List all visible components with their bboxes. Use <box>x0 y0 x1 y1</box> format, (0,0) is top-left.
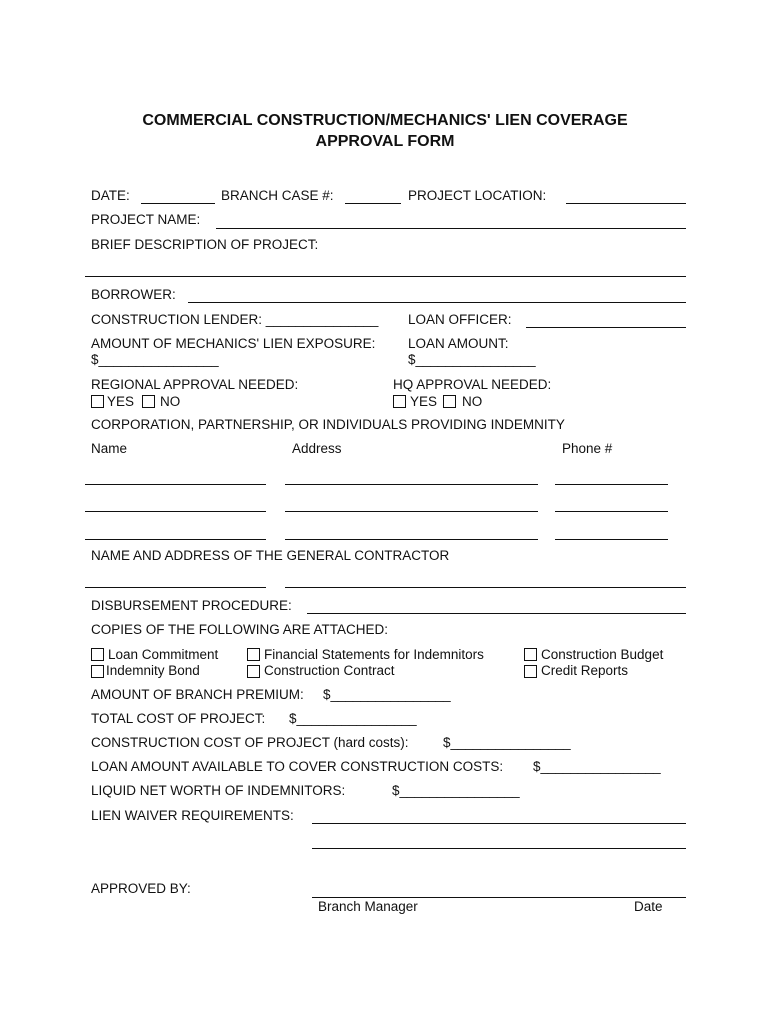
indemnitor-3-phone-field[interactable] <box>555 539 668 540</box>
brief-description-field[interactable] <box>85 276 686 277</box>
project-name-field[interactable] <box>216 228 686 229</box>
regional-yes-checkbox[interactable] <box>91 395 104 408</box>
construction-budget-label: Construction Budget <box>541 647 664 662</box>
disbursement-field[interactable] <box>307 613 686 614</box>
indemnitor-2-phone-field[interactable] <box>555 511 668 512</box>
date-label: DATE: <box>91 188 130 203</box>
construction-lender-field[interactable]: CONSTRUCTION LENDER: _______________ <box>91 312 379 327</box>
indemnity-col-address: Address <box>292 441 342 456</box>
indemnitor-3-address-field[interactable] <box>285 539 538 540</box>
general-contractor-label: NAME AND ADDRESS OF THE GENERAL CONTRACTOR <box>91 548 450 563</box>
hq-approval-label: HQ APPROVAL NEEDED: <box>393 377 552 392</box>
credit-reports-checkbox[interactable] <box>524 665 537 678</box>
loan-amount-field[interactable]: $________________ <box>408 352 536 367</box>
project-name-label: PROJECT NAME: <box>91 212 201 227</box>
loan-officer-field[interactable] <box>526 327 686 328</box>
loan-available-field[interactable]: $________________ <box>533 759 661 774</box>
regional-no-checkbox[interactable] <box>142 395 155 408</box>
indemnitor-1-name-field[interactable] <box>85 484 266 485</box>
loan-commitment-checkbox[interactable] <box>91 648 104 661</box>
net-worth-field[interactable]: $________________ <box>392 783 520 798</box>
project-location-label: PROJECT LOCATION: <box>408 188 547 203</box>
construction-contract-label: Construction Contract <box>264 663 395 678</box>
lien-exposure-label: AMOUNT OF MECHANICS' LIEN EXPOSURE: <box>91 336 376 351</box>
loan-commitment-label: Loan Commitment <box>108 647 219 662</box>
branch-case-field[interactable] <box>345 203 401 204</box>
construction-budget-checkbox[interactable] <box>524 648 537 661</box>
branch-premium-label: AMOUNT OF BRANCH PREMIUM: <box>91 687 304 702</box>
indemnity-bond-label: Indemnity Bond <box>106 663 200 678</box>
indemnity-bond-checkbox[interactable] <box>91 665 104 678</box>
lien-waiver-field-2[interactable] <box>312 848 686 849</box>
hq-no-label: NO <box>462 394 483 409</box>
approval-signature-field[interactable] <box>312 897 686 898</box>
project-location-field[interactable] <box>566 203 686 204</box>
borrower-field[interactable] <box>188 302 686 303</box>
brief-description-label: BRIEF DESCRIPTION OF PROJECT: <box>91 237 319 252</box>
financial-statements-checkbox[interactable] <box>247 648 260 661</box>
branch-manager-label: Branch Manager <box>318 899 418 914</box>
borrower-label: BORROWER: <box>91 287 176 302</box>
construction-contract-checkbox[interactable] <box>247 665 260 678</box>
general-contractor-address-field[interactable] <box>285 587 686 588</box>
construction-cost-field[interactable]: $________________ <box>443 735 571 750</box>
financial-statements-label: Financial Statements for Indemnitors <box>264 647 484 662</box>
loan-amount-label: LOAN AMOUNT: <box>408 336 509 351</box>
indemnitor-3-name-field[interactable] <box>85 539 266 540</box>
form-title-line-2: APPROVAL FORM <box>315 133 455 150</box>
total-cost-field[interactable]: $________________ <box>289 711 417 726</box>
loan-officer-label: LOAN OFFICER: <box>408 312 512 327</box>
regional-approval-label: REGIONAL APPROVAL NEEDED: <box>91 377 299 392</box>
credit-reports-label: Credit Reports <box>541 663 629 678</box>
general-contractor-name-field[interactable] <box>85 587 266 588</box>
date-field[interactable] <box>141 203 215 204</box>
construction-cost-label: CONSTRUCTION COST OF PROJECT (hard costs): <box>91 735 409 750</box>
regional-yes-label: YES <box>107 394 135 409</box>
total-cost-label: TOTAL COST OF PROJECT: <box>91 711 266 726</box>
indemnitor-2-address-field[interactable] <box>285 511 538 512</box>
lien-waiver-label: LIEN WAIVER REQUIREMENTS: <box>91 808 294 823</box>
hq-yes-checkbox[interactable] <box>393 395 406 408</box>
branch-premium-field[interactable]: $________________ <box>323 687 451 702</box>
attached-heading: COPIES OF THE FOLLOWING ARE ATTACHED: <box>91 622 389 637</box>
form-title-line-1: COMMERCIAL CONSTRUCTION/MECHANICS' LIEN COVERAGE <box>142 112 628 129</box>
indemnitor-1-phone-field[interactable] <box>555 484 668 485</box>
indemnitor-1-address-field[interactable] <box>285 484 538 485</box>
approval-date-label: Date <box>634 899 663 914</box>
hq-yes-label: YES <box>410 394 438 409</box>
regional-no-label: NO <box>160 394 181 409</box>
loan-available-label: LOAN AMOUNT AVAILABLE TO COVER CONSTRUCTION COSTS: <box>91 759 504 774</box>
indemnitor-2-name-field[interactable] <box>85 511 266 512</box>
indemnity-heading: CORPORATION, PARTNERSHIP, OR INDIVIDUALS PROVIDING INDEMNITY <box>91 417 565 432</box>
indemnity-col-name: Name <box>91 441 128 456</box>
branch-case-label: BRANCH CASE #: <box>221 188 334 203</box>
approved-by-label: APPROVED BY: <box>91 881 191 896</box>
lien-waiver-field-1[interactable] <box>312 823 686 824</box>
net-worth-label: LIQUID NET WORTH OF INDEMNITORS: <box>91 783 346 798</box>
lien-exposure-field[interactable]: $________________ <box>91 352 219 367</box>
indemnity-col-phone: Phone # <box>562 441 613 456</box>
hq-no-checkbox[interactable] <box>443 395 456 408</box>
disbursement-label: DISBURSEMENT PROCEDURE: <box>91 598 292 613</box>
